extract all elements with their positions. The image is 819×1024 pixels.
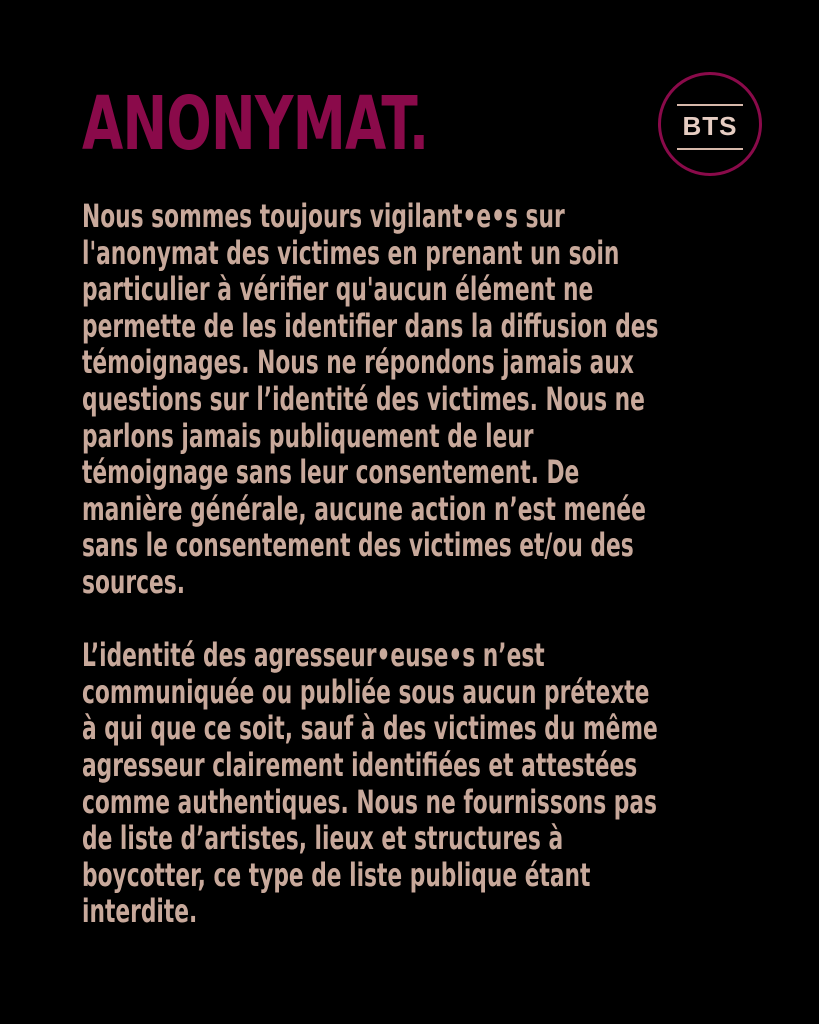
page-title: ANONYMAT. bbox=[82, 81, 429, 167]
paragraph-victims-anonymity: Nous sommes toujours vigilant•e•s sur l'anonymat des victimes en prenant un soin particulier à vérifier qu'aucun élément ne permette de les identifier dans la diffusion des témoignages. Nous ne répondons jamais aux questions sur l’identité des victimes. Nous ne parlons jamais publiquement de leur témoignage sans leur consentement. De manière générale, aucune action n’est menée sans le consentement des victimes et/ou des sources. bbox=[82, 197, 659, 601]
paragraph-aggressors-identity: L’identité des agresseur•euse•s n’est communiquée ou publiée sous aucun prétexte à qui que ce soit, sauf à des victimes du même agresseur clairement identifiées et attestées comme authentiques. Nous ne fournissons pas de liste d’artistes, lieux et structures à boycotter, ce type de liste publique étant interdite. bbox=[82, 636, 658, 931]
body-text bbox=[82, 198, 708, 930]
logo-bottom-rule bbox=[677, 148, 743, 150]
logo-text: BTS bbox=[682, 111, 738, 141]
logo-top-rule bbox=[677, 104, 743, 106]
bts-logo bbox=[658, 72, 762, 176]
